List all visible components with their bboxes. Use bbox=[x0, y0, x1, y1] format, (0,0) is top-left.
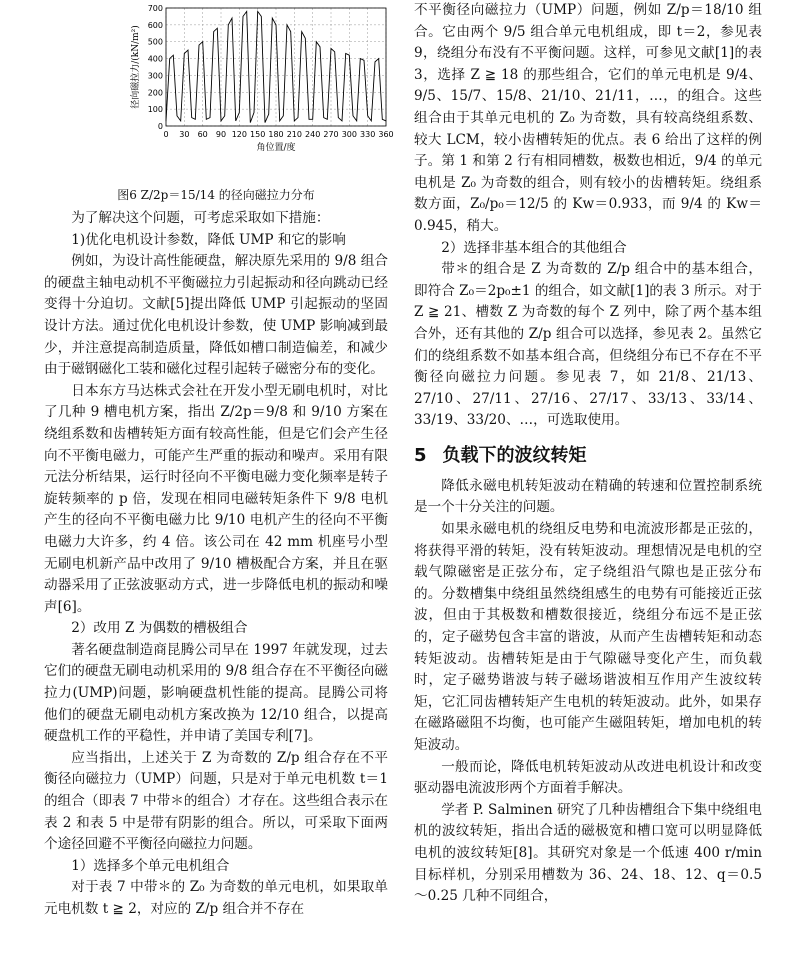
paragraph: 为了解决这个问题，可考虑采取如下措施： bbox=[71, 210, 330, 226]
x-tick-label: 180 bbox=[268, 130, 284, 139]
paragraph: 一般而论，降低电机转矩波动从改进电机设计和改变驱动器电流波形两个方面着手解决。 bbox=[414, 758, 762, 797]
paragraph: 带＊的组合是 Z 为奇数的 Z/p 组合中的基本组合，即符合 Z₀＝2p₀±1 的组合，如文献[1]的表 3 所示。对于 Z ≧ 21、槽数 Z 为奇数的每个 Z 列中，除了两个基本组合外，还有其他的 Z/p 组合可以选择，参见表 2。虽然它们的绕组系数不如基本组合高，但绕组分布已不存在不平衡径向磁拉力问题。参见表 7，如 21/8、21/13、27/10、27/11、27/16、27/17、33/13、33/14、33/19、33/20、…，可选取使用。 bbox=[414, 261, 762, 429]
x-tick-label: 0 bbox=[163, 130, 169, 139]
paragraph: 著名硬盘制造商昆腾公司早在 1997 年就发现，过去它们的硬盘无刷电动机采用的 9/8 组合存在不平衡径向磁拉力(UMP)问题，影响硬盘机性能的提高。昆腾公司将他们的硬盘无刷电动机方案改换为 12/10 组合，以提高硬盘机工作的平稳性，并申请了美国专利[7]。 bbox=[44, 641, 388, 745]
y-tick-label: 600 bbox=[147, 20, 163, 30]
section-title: 负载下的波纹转矩 bbox=[442, 444, 587, 466]
x-tick-label: 300 bbox=[341, 130, 357, 139]
subheading: 2）改用 Z 为偶数的槽极组合 bbox=[71, 620, 248, 637]
x-axis-label: 角位置/度 bbox=[256, 143, 296, 153]
y-axis-label: 径向磁拉力/(kN/m²) bbox=[131, 25, 141, 109]
y-tick-label: 0 bbox=[157, 122, 163, 131]
paragraph: 应当指出，上述关于 Z 为奇数的 Z/p 组合存在不平衡径向磁拉力（UMP）问题，只是对于单元电机数 t＝1 的组合（即表 7 中带＊的组合）才存在。这些组合表示在表 2 和表 5 中是带有阴影的组合。所以，可采取下面两个途径回避不平衡径向磁拉力问题。 bbox=[44, 749, 388, 853]
paragraph: 对于表 7 中带＊的 Z₀ 为奇数的单元电机，如果取单元电机数 t ≧ 2，对应的 Z/p 组合并不存在 bbox=[44, 879, 388, 917]
paragraph: 如果永磁电机的绕组反电势和电流波形都是正弦的，将获得平滑的转矩，没有转矩波动。理想情况是电机的空载气隙磁密是正弦分布，定子绕组沿气隙也是正弦分布的。分数槽集中绕组虽然绕组感生的电势有可能接近正弦波，但由于其极数和槽数很接近，绕组分布远不是正弦的，定子磁势包含丰富的谐波，从而产生齿槽转矩和动态转矩波动。齿槽转矩是由于气隙磁导变化产生，而负载时，定子磁势谐波与转子磁场谐波相互作用产生波纹转矩，它汇同齿槽转矩产生电机的转矩波动。此外，如果存在磁路磁阻不均衡，也可能产生磁阻转矩，增加电机的转矩波动。 bbox=[414, 521, 762, 753]
figure-6 bbox=[44, 0, 394, 186]
section-number: 5 bbox=[414, 444, 427, 466]
x-tick-label: 90 bbox=[215, 130, 227, 139]
x-tick-label: 270 bbox=[323, 130, 339, 139]
x-tick-label: 330 bbox=[360, 130, 376, 139]
subheading: 2）选择非基本组合的其他组合 bbox=[441, 239, 627, 256]
x-tick-label: 360 bbox=[378, 130, 394, 139]
x-tick-label: 60 bbox=[197, 130, 208, 139]
section-heading bbox=[414, 442, 762, 470]
figure-caption: 图6 Z/2p＝15/14 的径向磁拉力分布 bbox=[117, 188, 315, 202]
y-tick-label: 200 bbox=[147, 88, 163, 98]
paragraph: 日本东方马达株式会社在开发小型无刷电机时，对比了几种 9 槽电机方案，指出 Z/2p＝9/8 和 9/10 方案在绕组系数和齿槽转矩方面有较高性能，但是它们会产生径向不平衡电磁力，可能产生严重的振动和噪声。采用有限元法分析结果，运行时径向不平衡电磁力变化频率是转子旋转频率的 p 倍，发现在相同电磁转矩条件下 9/8 电机产生的径向不平衡电磁力比 9/10 电机产生的径向不平衡电磁力大许多，约 4 倍。该公司在 42 mm 机座号小型无刷电机新产品中改用了 9/10 槽极配合方案，并且在驱动器采用了正弦波驱动方式，进一步降低电机的振动和噪声[6]。 bbox=[44, 382, 388, 615]
x-tick-label: 120 bbox=[231, 130, 247, 139]
paragraph: 例如，为设计高性能硬盘，解决原先采用的 9/8 组合的硬盘主轴电动机不平衡磁拉力引起振动和径向跳动已经变得十分迫切。文献[5]提出降低 UMP 引起振动的坚固设计方法。通过优化电机设计参数，使 UMP 影响减到最少，并注意提高制造质量，降低如槽口制造偏差，和减少由于磁钢磁化工装和磁化过程引起转子磁密分布的变化。 bbox=[44, 253, 388, 378]
paragraph: 不平衡径向磁拉力（UMP）问题，例如 Z/p＝18/10 组合。它由两个 9/5 组合单元电机组成，即 t＝2，参见表 9，绕组分布没有不平衡问题。这样，可参见文献[1]的表 3，选择 Z ≧ 18 的那些组合，它们的单元电机是 9/4、9/5、15/7、15/8、21/10、21/11，…，的组合。这些组合由于其单元电机的 Z₀ 为奇数，具有较高绕组系数、较大 LCM，较小齿槽转矩的优点。表 6 给出了这样的例子。第 1 和第 2 行有相同槽数，极数也相近，9/4 的单元电机是 Z₀ 为奇数的组合，则有较小的齿槽转矩。绕组系数方面，Z₀/p₀＝12/5 的 Kw＝0.933，而 9/4 的 Kw＝0.945，稍大。 bbox=[414, 2, 762, 234]
y-tick-label: 400 bbox=[147, 54, 163, 64]
y-tick-label: 100 bbox=[147, 105, 163, 115]
x-tick-label: 210 bbox=[286, 130, 302, 139]
left-column bbox=[44, 0, 394, 921]
radial-force-chart bbox=[114, 0, 404, 160]
x-tick-label: 240 bbox=[305, 130, 321, 139]
paragraph: 学者 P. Salminen 研究了几种齿槽组合下集中绕组电机的波纹转矩，指出合适的磁极宽和槽口宽可以明显降低电机的波纹转矩[8]。其研究对象是一个低速 400 r/min 目标样机，分别采用槽数为 36、24、18、12、q＝0.5～0.25 几种不同组合， bbox=[414, 801, 762, 905]
subheading: 1)优化电机设计参数，降低 UMP 和它的影响 bbox=[71, 231, 346, 248]
y-tick-label: 300 bbox=[147, 71, 163, 81]
y-tick-label: 700 bbox=[147, 4, 163, 13]
x-tick-label: 30 bbox=[179, 130, 190, 139]
paragraph: 降低永磁电机转矩波动在精确的转速和位置控制系统是一个十分关注的问题。 bbox=[414, 477, 762, 516]
right-column bbox=[414, 0, 762, 908]
x-tick-label: 150 bbox=[250, 130, 266, 139]
y-tick-label: 500 bbox=[147, 37, 163, 47]
subheading: 1）选择多个单元电机组合 bbox=[71, 857, 230, 874]
